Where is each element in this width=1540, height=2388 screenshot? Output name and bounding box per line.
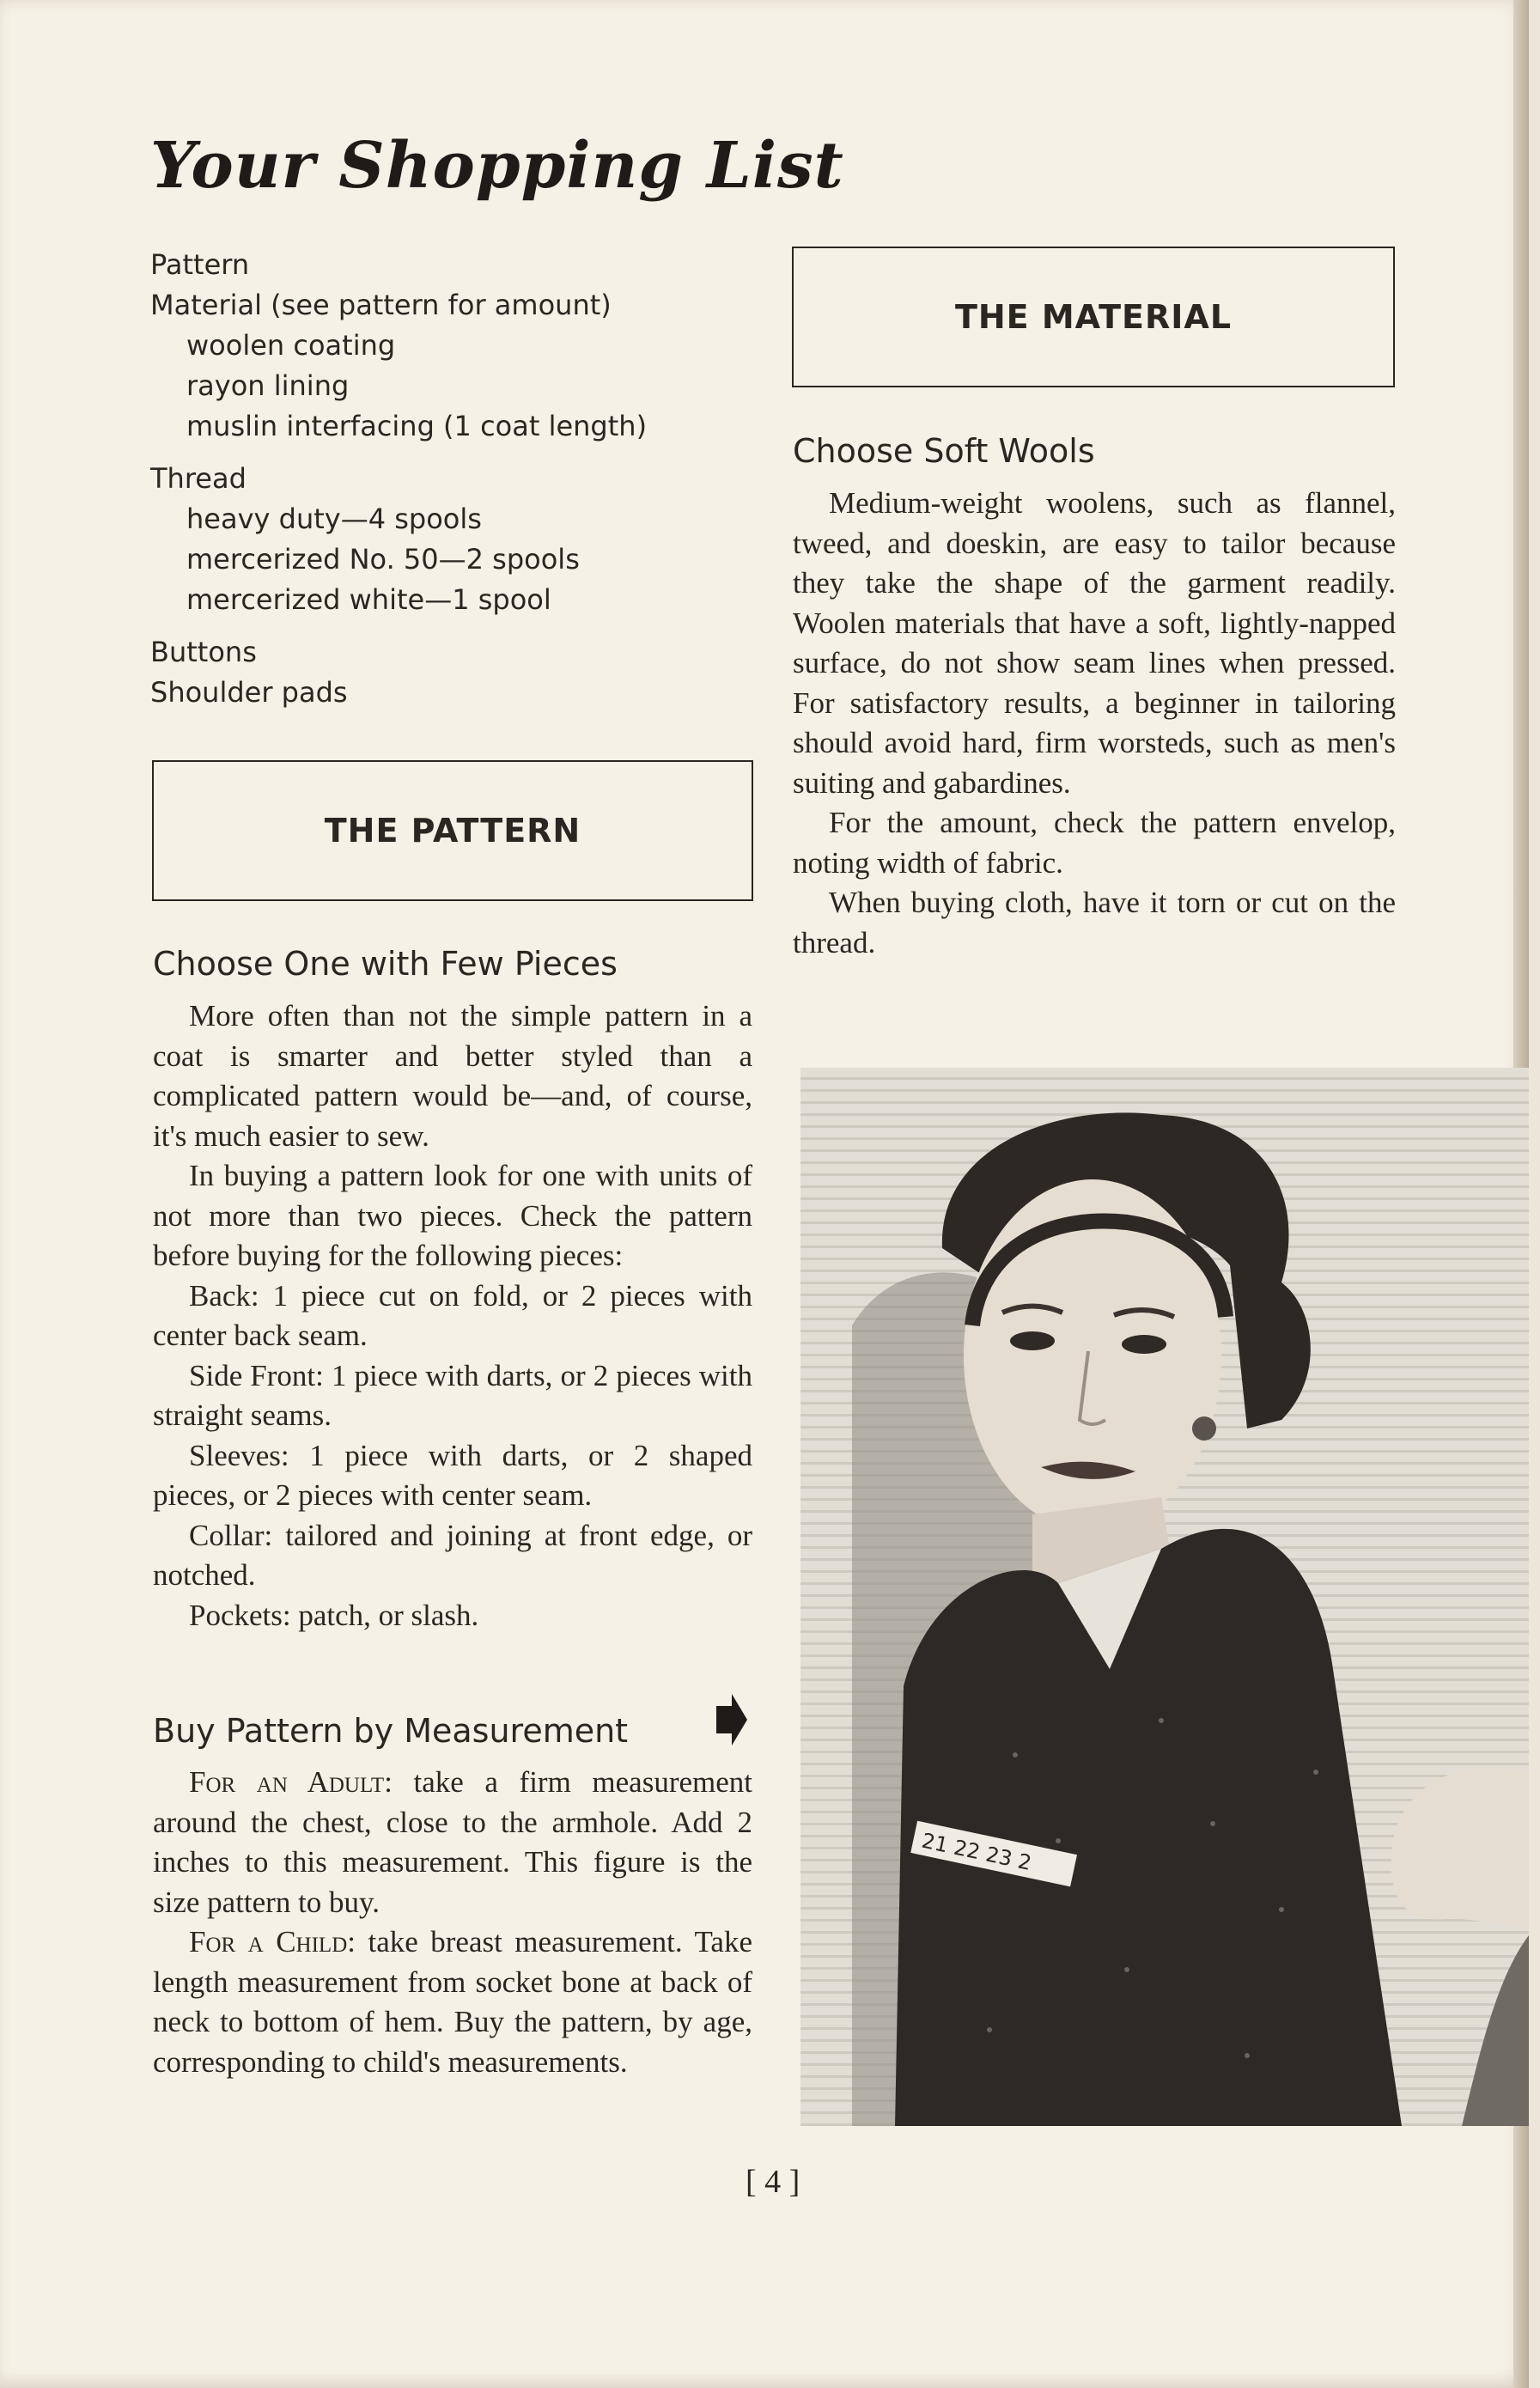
material-heading-box — [792, 247, 1395, 387]
shopping-list — [150, 245, 647, 713]
page-number: [ 4 ] — [746, 2164, 800, 2200]
list-item: Shoulder pads — [150, 676, 348, 709]
list-subitem: rayon lining — [186, 369, 350, 402]
piece-item: Sleeves: 1 piece with darts, or 2 shaped pieces, or 2 pieces with center seam. — [153, 1438, 752, 1512]
measurement-body — [153, 1763, 752, 2082]
paragraph: For the amount, check the pattern envelop, noting width of fabric. — [793, 806, 1396, 880]
piece-item: Pockets: patch, or slash. — [189, 1598, 479, 1632]
list-item: Thread — [150, 462, 247, 495]
list-item: Pattern — [150, 248, 250, 281]
page-title: Your Shopping List — [150, 129, 844, 203]
list-item: Material (see pattern for amount) — [150, 289, 612, 321]
list-item: Buttons — [150, 636, 257, 668]
paragraph: When buying cloth, have it torn or cut on the thread. — [793, 886, 1396, 959]
photo-woman-in-coat — [800, 1068, 1529, 2126]
list-subitem: woolen coating — [186, 329, 396, 362]
adult-label: For an Adult: — [189, 1765, 393, 1799]
paragraph: In buying a pattern look for one with units of not more than two pieces. Check the pattern before buying for the following pieces: — [153, 1159, 752, 1272]
pattern-heading: THE PATTERN — [324, 812, 581, 850]
list-subitem: muslin interfacing (1 coat length) — [186, 410, 648, 442]
adult-text: take a firm measurement around the chest, close to the armhole. Add 2 inches to this measurement. This figure is the size pattern to buy. — [153, 1765, 752, 1919]
material-body — [793, 484, 1396, 963]
list-subitem: mercerized white—1 spool — [186, 583, 551, 616]
piece-item: Collar: tailored and joining at front edge, or notched. — [153, 1518, 752, 1592]
child-text: take breast measurement. Take length measurement from socket bone at back of neck to bottom of hem. Buy the pattern, by age, corresponding to child's measurements. — [153, 1925, 753, 2079]
tape-text: 21 22 23 2 — [919, 1828, 1034, 1876]
list-subitem: heavy duty—4 spools — [186, 503, 482, 535]
paragraph: Medium-weight woolens, such as flannel, tweed, and doeskin, are easy to tailor because they take the shape of the garment readily. Woolen materials that have a soft, lightly-napped surface, do not show seam lines when pressed. For satisfactory results, a beginner in tailoring should avoid hard, firm worsteds, such as men's suiting and gabardines. — [793, 486, 1396, 800]
piece-item: Side Front: 1 piece with darts, or 2 pieces with straight seams. — [153, 1358, 752, 1432]
material-heading: THE MATERIAL — [954, 298, 1233, 336]
material-subhead: Choose Soft Wools — [793, 432, 1095, 470]
pattern-heading-box — [152, 760, 753, 901]
pattern-subhead-measurement: Buy Pattern by Measurement — [153, 1712, 629, 1750]
piece-item: Back: 1 piece cut on fold, or 2 pieces with center back seam. — [153, 1278, 752, 1352]
child-label: For a Child: — [189, 1925, 356, 1959]
arrow-icon — [715, 1694, 749, 1745]
list-subitem: mercerized No. 50—2 spools — [186, 543, 580, 576]
pattern-body — [153, 996, 752, 1636]
paragraph: More often than not the simple pattern in a coat is smarter and better styled than a complicated pattern would be—and, of course, it's much easier to sew. — [153, 999, 752, 1153]
pattern-subhead-few-pieces: Choose One with Few Pieces — [153, 945, 618, 983]
